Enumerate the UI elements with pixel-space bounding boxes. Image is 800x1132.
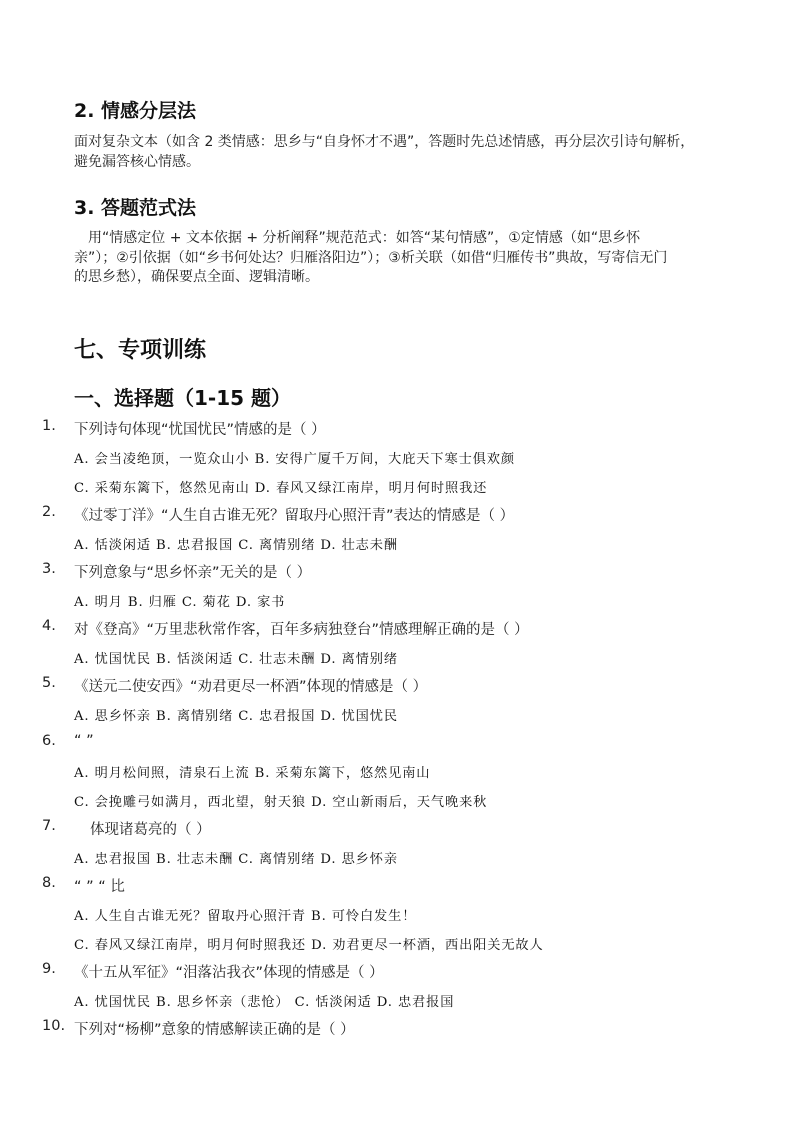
question-1-text: 下列诗句体现“忧国忧民”情感的是（ ） bbox=[74, 422, 326, 438]
question-4-options-line-1: A. 忧国忧民 B. 恬淡闲适 C. 壮志未酬 D. 离情别绪 bbox=[74, 652, 398, 667]
question-5-number: 5. bbox=[42, 675, 56, 691]
question-2-text: 《过零丁洋》“人生自古谁无死？留取丹心照汗青”表达的情感是（ ） bbox=[74, 508, 515, 524]
question-2-number: 2. bbox=[42, 504, 56, 520]
question-2-options-line-1: A. 恬淡闲适 B. 忠君报国 C. 离情别绪 D. 壮志未酬 bbox=[74, 538, 398, 553]
question-7-number: 7. bbox=[42, 818, 56, 834]
question-7-text: 体现诸葛亮的（ ） bbox=[90, 822, 211, 838]
section-3-line-1: 用“情感定位 + 文本依据 + 分析阐释”规范范式：如答“某句情感”，①定情感（如“思乡怀 bbox=[88, 230, 641, 246]
question-5-options-line-1: A. 思乡怀亲 B. 离情别绪 C. 忠君报国 D. 忧国忧民 bbox=[74, 709, 398, 724]
question-10-text: 下列对“杨柳”意象的情感解读正确的是（ ） bbox=[74, 1022, 355, 1038]
question-10-number: 10. bbox=[42, 1018, 66, 1034]
question-3-text: 下列意象与“思乡怀亲”无关的是（ ） bbox=[74, 565, 312, 581]
question-8-text: “ ” “ 比 bbox=[74, 879, 125, 895]
section-2-line-1: 面对复杂文本（如含 2 类情感：思乡与“自身怀才不遇”，答题时先总述情感，再分层次引诗句解析， bbox=[74, 134, 695, 150]
question-6-options-line-2: C. 会挽雕弓如满月，西北望，射天狼 D. 空山新雨后，天气晚来秋 bbox=[74, 795, 488, 810]
question-6-number: 6. bbox=[42, 733, 56, 749]
question-1-number: 1. bbox=[42, 418, 56, 434]
question-4-number: 4. bbox=[42, 618, 56, 634]
section-2-line-2: 避免漏答核心情感。 bbox=[74, 154, 200, 170]
question-1-options-line-1: A. 会当凌绝顶，一览众山小 B. 安得广厦千万间，大庇天下寒士俱欢颜 bbox=[74, 452, 515, 467]
question-4-text: 对《登高》“万里悲秋常作客，百年多病独登台”情感理解正确的是（ ） bbox=[74, 622, 529, 638]
question-9-text: 《十五从军征》“泪落沾我衣”体现的情感是（ ） bbox=[74, 965, 384, 981]
section-3-line-3: 的思乡愁），确保要点全面、逻辑清晰。 bbox=[74, 269, 319, 285]
question-7-options-line-1: A. 忠君报国 B. 壮志未酬 C. 离情别绪 D. 思乡怀亲 bbox=[74, 852, 398, 867]
question-6-text: “ ” bbox=[74, 733, 94, 749]
question-9-options-line-1: A. 忧国忧民 B. 思乡怀亲（悲怆） C. 恬淡闲适 D. 忠君报国 bbox=[74, 995, 455, 1010]
question-3-options-line-1: A. 明月 B. 归雁 C. 菊花 D. 家书 bbox=[74, 595, 286, 610]
question-8-options-line-1: A. 人生自古谁无死？留取丹心照汗青 B. 可怜白发生！ bbox=[74, 909, 417, 924]
part-1-title: 一、选择题（1-15 题） bbox=[74, 386, 292, 410]
question-6-options-line-1: A. 明月松间照，清泉石上流 B. 采菊东篱下，悠然见南山 bbox=[74, 766, 431, 781]
question-5-text: 《送元二使安西》“劝君更尽一杯酒”体现的情感是（ ） bbox=[74, 679, 428, 695]
question-9-number: 9. bbox=[42, 961, 56, 977]
chapter-7-title: 七、专项训练 bbox=[74, 338, 207, 363]
section-2-title: 2. 情感分层法 bbox=[74, 100, 197, 122]
question-8-number: 8. bbox=[42, 875, 56, 891]
section-3-line-2: 亲”）；②引依据（如“乡书何处达？归雁洛阳边”）；③析关联（如借“归雁传书”典故，写寄信无门 bbox=[74, 250, 668, 266]
question-8-options-line-2: C. 春风又绿江南岸，明月何时照我还 D. 劝君更尽一杯酒，西出阳关无故人 bbox=[74, 938, 544, 953]
question-3-number: 3. bbox=[42, 561, 56, 577]
section-3-title: 3. 答题范式法 bbox=[74, 197, 197, 219]
question-1-options-line-2: C. 采菊东篱下，悠然见南山 D. 春风又绿江南岸，明月何时照我还 bbox=[74, 481, 488, 496]
